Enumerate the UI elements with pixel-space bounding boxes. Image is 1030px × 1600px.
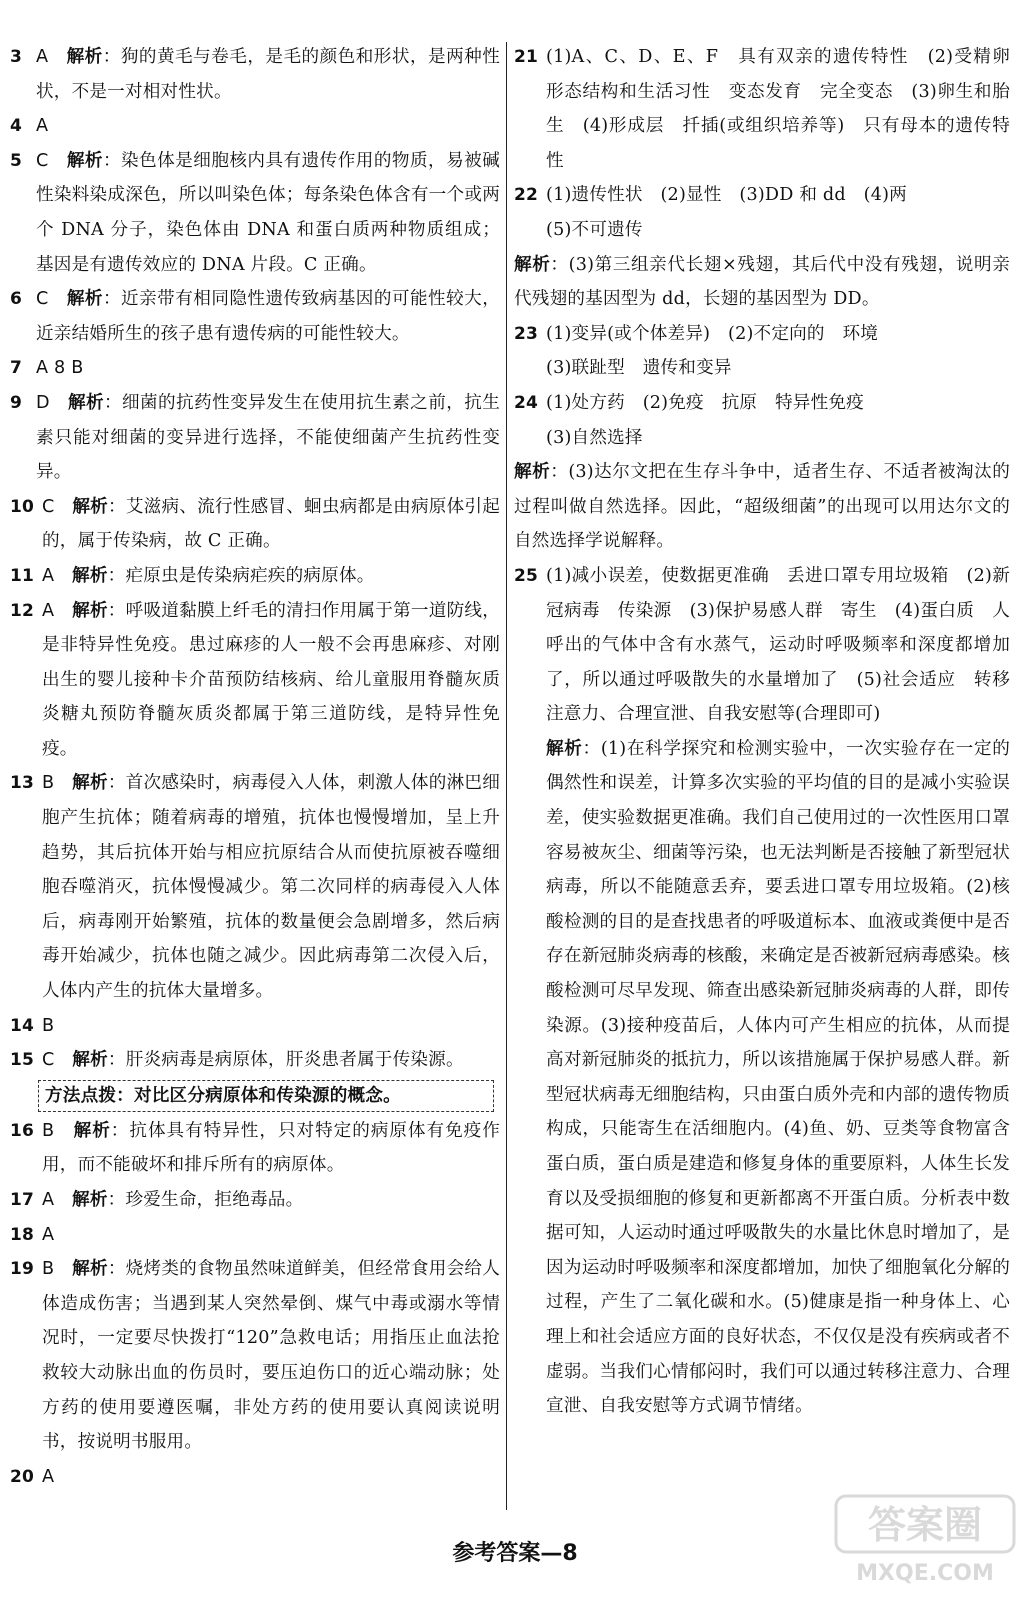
answer-item-4 [10,109,500,144]
analysis-label: 解析 [66,150,103,171]
analysis-label: 解析 [72,773,108,794]
analysis-label: 解析 [73,1120,111,1141]
answer-item-16: 16 B 解析：抗体具有特异性，只对特定的病原体有免疫作用，而不能破坏和排斥所有的病原体。 [10,1114,500,1183]
question-number: 23 [514,323,539,344]
answer-item-18 [10,1218,500,1253]
analysis-block-24: 解析：(3)达尔文把在生存斗争中，适者生存、不适者被淘汰的过程叫做自然选择。因此，“超级细菌”的出现可以用达尔文的自然选择学说解释。 [514,462,1011,552]
analysis-label: 解析 [72,1050,108,1071]
question-number: 9 [10,392,23,413]
answer-item-6: 6 C 解析：近亲带有相同隐性遗传致病基因的可能性较大，近亲结婚所生的孩子患有遗传病的可能性较大。 [10,282,500,351]
answer-text: (1)遗传性状 (2)显性 (3)DD 和 dd (4)两 [546,185,907,206]
answer-item-24 [514,386,1010,421]
analysis-text: 呼吸道黏膜上纤毛的清扫作用属于第一道防线，是非特异性免疫。患过麻疹的人一般不会再患麻疹、对刚出生的婴儿接种卡介苗预防结核病、给儿童服用脊髓灰质炎糖丸预防脊髓灰质炎都属于第三道防线，是特异性免疫。 [42,600,501,759]
answer-text: (1)A、C、D、E、F 具有双亲的遗传特性 (2)受精卵 形态结构和生活习性 变态发育 完全变态 (3)卵生和胎生 (4)形成层 扦插(或组织培养等) 只有母本的遗传特性 [546,47,1028,171]
answer-choice: B [42,1120,55,1141]
analysis-label: 解析 [72,565,108,586]
watermark-logo [830,1492,1020,1592]
analysis-text: 首次感染时，病毒侵入人体，刺激人体的淋巴细胞产生抗体；随着病毒的增殖，抗体也慢慢增加，呈上升趋势，其后抗体开始与相应抗原结合从而使抗原被吞噬细胞吞噬消灭，抗体慢慢减少。第二次同样的病毒侵入人体后，病毒刚开始繁殖，抗体的数量便会急剧增多，然后病毒开始减少，抗体也随之减少。因此病毒第二次侵入后，人体内产生的抗体大量增多。 [42,773,501,1002]
answer-item-7-8 [10,351,500,386]
question-number: 11 [10,565,35,586]
answer-item-3: 3 A 解析：狗的黄毛与卷毛，是毛的颜色和形状，是两种性状，不是一对相对性状。 [10,40,500,109]
analysis-label: 解析 [72,1190,108,1210]
question-number: 18 [10,1224,35,1245]
answer-item-17: 17 A 解析：珍爱生命，拒绝毒品。 [10,1183,500,1218]
analysis-label: 解析 [72,496,108,517]
answer-choice: D [36,392,50,413]
answer-item-22 [514,178,1010,213]
question-number: 21 [514,47,539,67]
answer-choice: C [42,496,55,517]
column-divider [506,42,507,1510]
question-number: 12 [10,600,35,621]
answer-choice: A [36,47,49,67]
question-number: 10 [10,496,35,517]
question-number: 24 [514,392,539,413]
watermark-text-bottom: MXQE.COM [856,1561,994,1586]
analysis-text: 肝炎病毒是病原体，肝炎患者属于传染源。 [125,1050,464,1071]
analysis-label: 解析 [546,738,583,759]
answer-choice: A [42,1224,55,1245]
question-number: 17 [10,1190,35,1210]
answer-item-15: 15 C 解析：肝炎病毒是病原体，肝炎患者属于传染源。 [10,1043,500,1078]
answer-choice: C [42,1050,55,1071]
answer-choice: B [42,1015,55,1036]
analysis-text: 狗的黄毛与卷毛，是毛的颜色和形状，是两种性状，不是一对相对性状。 [36,47,501,102]
analysis-text: 疟原虫是传染病疟疾的病原体。 [125,565,375,586]
answer-item-11: 11 A 解析：疟原虫是传染病疟疾的病原体。 [10,559,500,594]
analysis-text: (3)达尔文把在生存斗争中，适者生存、不适者被淘汰的过程叫做自然选择。因此，“超级细菌”的出现可以用达尔文的自然选择学说解释。 [514,462,1011,552]
answer-item-21 [514,40,1028,178]
question-number: 16 [10,1120,35,1141]
answer-item-5: 5 C 解析：染色体是细胞核内具有遗传作用的物质，易被碱性染料染成深色，所以叫染色体；每条染色体含有一个或两个 DNA 分子，染色体由 DNA 和蛋白质两种物质组成；基因是有遗传效应的 DNA 片段。C 正确。 [10,144,500,282]
analysis-text: 近亲带有相同隐性遗传致病基因的可能性较大，近亲结婚所生的孩子患有遗传病的可能性较大。 [36,289,500,344]
analysis-text: 染色体是细胞核内具有遗传作用的物质，易被碱性染料染成深色，所以叫染色体；每条染色体含有一个或两个 DNA 分子，染色体由 DNA 和蛋白质两种物质组成；基因是有遗传效应的 DNA 片段。C 正确。 [36,150,500,275]
answer-text-continued: (3)联趾型 遗传和变异 [546,358,732,379]
answer-choice: A [42,1466,55,1487]
answer-item-20 [10,1460,500,1495]
answer-text: (1)变异(或个体差异) (2)不定向的 环境 [546,323,879,344]
question-number: 4 [10,116,23,137]
watermark-text-top: 答案圈 [867,1503,983,1547]
method-tip-box: 方法点拨：对比区分病原体和传染源的概念。 [38,1080,494,1112]
answer-item-13: 13 B 解析：首次感染时，病毒侵入人体，刺激人体的淋巴细胞产生抗体；随着病毒的增殖，抗体也慢慢增加，呈上升趋势，其后抗体开始与相应抗原结合从而使抗原被吞噬细胞吞噬消灭，抗体慢慢减少。第二次同样的病毒侵入人体后，病毒刚开始繁殖，抗体的数量便会急剧增多，然后病毒开始减少，抗体也随之减少。因此病毒第二次侵入后，人体内产生的抗体大量增多。 [10,766,500,1008]
question-number: 14 [10,1015,35,1036]
answer-item-25 [514,559,1010,732]
question-number: 25 [514,565,539,586]
analysis-label: 解析 [66,47,103,67]
analysis-text: (1)在科学探究和检测实验中，一次实验存在一定的偶然性和误差，计算多次实验的平均值的目的是减小实验误差，使实验数据更准确。我们自己使用过的一次性医用口罩容易被灰尘、细菌等污染，也无法判断是否接触了新型冠状病毒，所以不能随意丢弃，要丢进口罩专用垃圾箱。(2)核酸检测的目的是查找患者的呼吸道标本、血液或粪便中是否存在新冠肺炎病毒的核酸，来确定是否被新冠病毒感染。核酸检测可尽早发现、筛查出感染新冠肺炎病毒的人群，即传染源。(3)接种疫苗后，人体内可产生相应的抗体，从而提高对新冠肺炎的抵抗力，所以该措施属于保护易感人群。新型冠状病毒无细胞结构，只由蛋白质外壳和内部的遗传物质构成，只能寄生在活细胞内。(4)鱼、奶、豆类等食物富含蛋白质，蛋白质是建造和修复身体的重要原料，人体生长发育以及受损细胞的修复和更新都离不开蛋白质。分析表中数据可知，人运动时通过呼吸散失的水量比休息时增加了，是因为运动时呼吸频率和深度都增加，加快了细胞氧化分解的过程，产生了二氧化碳和水。(5)健康是指一种身体上、心理上和社会适应方面的良好状态，不仅仅是没有疾病或者不虚弱。当我们心情郁闷时，我们可以通过转移注意力、合理宣泄、自我安慰等方式调节情绪。 [546,738,1011,1417]
analysis-label: 解析 [66,289,103,310]
answer-item-10: 10 C 解析：艾滋病、流行性感冒、蛔虫病都是由病原体引起的，属于传染病，故 C 正确。 [10,490,500,559]
analysis-block-25: 解析：(1)在科学探究和检测实验中，一次实验存在一定的偶然性和误差，计算多次实验的平均值的目的是减小实验误差，使实验数据更准确。我们自己使用过的一次性医用口罩容易被灰尘、细菌等污染，也无法判断是否接触了新型冠状病毒，所以不能随意丢弃，要丢进口罩专用垃圾箱。(2)核酸检测的目的是查找患者的呼吸道标本、血液或粪便中是否存在新冠肺炎病毒的核酸，来确定是否被新冠病毒感染。核酸检测可尽早发现、筛查出感染新冠肺炎病毒的人群，即传染源。(3)接种疫苗后，人体内可产生相应的抗体，从而提高对新冠肺炎的抵抗力，所以该措施属于保护易感人群。新型冠状病毒无细胞结构，只由蛋白质外壳和内部的遗传物质构成，只能寄生在活细胞内。(4)鱼、奶、豆类等食物富含蛋白质，蛋白质是建造和修复身体的重要原料，人体生长发育以及受损细胞的修复和更新都离不开蛋白质。分析表中数据可知，人运动时通过呼吸散失的水量比休息时增加了，是因为运动时呼吸频率和深度都增加，加快了细胞氧化分解的过程，产生了二氧化碳和水。(5)健康是指一种身体上、心理上和社会适应方面的良好状态，不仅仅是没有疾病或者不虚弱。当我们心情郁闷时，我们可以通过转移注意力、合理宣泄、自我安慰等方式调节情绪。 [546,738,1011,1417]
question-number: 7 [10,358,23,379]
answer-choice: C [36,150,49,171]
page-footer: 参考答案—8 [452,1541,578,1566]
analysis-label: 解析 [514,254,551,275]
question-number: 22 [514,185,539,206]
answer-text: (1)减小误差，使数据更准确 丢进口罩专用垃圾箱 (2)新冠病毒 传染源 (3)保护易感人群 寄生 (4)蛋白质 人呼出的气体中含有水蒸气，运动时呼吸频率和深度都增加了，所以通过呼吸散失的水量增加了 (5)社会适应 转移注意力、合理宣泄、自我安慰等(合理即可) [546,565,1010,725]
left-column [10,40,500,1494]
answer-item-23 [514,317,1010,352]
analysis-label: 解析 [72,600,108,621]
analysis-text: 细菌的抗药性变异发生在使用抗生素之前，抗生素只能对细菌的变异进行选择，不能使细菌产生抗药性变异。 [36,392,501,483]
answer-item-19: 19 B 解析：烧烤类的食物虽然味道鲜美，但经常食用会给人体造成伤害；当遇到某人突然晕倒、煤气中毒或溺水等情况时，一定要尽快拨打“120”急救电话；用指压止血法抢救较大动脉出血的伤员时，要压迫伤口的近心端动脉；处方药的使用要遵医嘱，非处方药的使用要认真阅读说明书，按说明书服用。 [10,1252,500,1460]
analysis-text: (3)第三组亲代长翅×残翅，其后代中没有残翅，说明亲代残翅的基因型为 dd，长翅的基因型为 DD。 [514,254,1011,310]
analysis-label: 解析 [67,392,105,413]
answer-text-continued: (3)自然选择 [546,427,643,448]
answer-choice: A [42,565,55,586]
answer-item-14 [10,1009,500,1044]
answer-text: (1)处方药 (2)免疫 抗原 特异性免疫 [546,392,864,413]
question-number: 20 [10,1466,35,1487]
answer-choice: C [36,289,49,310]
answer-choice: A [36,116,49,137]
answer-choice: A [42,1190,55,1210]
analysis-text: 抗体具有特异性，只对特定的病原体有免疫作用，而不能破坏和排斥所有的病原体。 [42,1120,501,1176]
analysis-label: 解析 [72,1259,108,1280]
analysis-label: 解析 [514,462,551,483]
question-number: 6 [10,289,23,310]
analysis-text: 烧烤类的食物虽然味道鲜美，但经常食用会给人体造成伤害；当遇到某人突然晕倒、煤气中毒或溺水等情况时，一定要尽快拨打“120”急救电话；用指压止血法抢救较大动脉出血的伤员时，要压迫伤口的近心端动脉；处方药的使用要遵医嘱，非处方药的使用要认真阅读说明书，按说明书服用。 [42,1259,501,1453]
question-number: 13 [10,773,35,794]
question-number: 19 [10,1259,35,1280]
answer-choice: B [42,773,55,794]
answer-choice: A 8 B [36,358,84,379]
analysis-text: 珍爱生命，拒绝毒品。 [125,1190,304,1210]
question-number: 5 [10,150,23,171]
answer-item-12: 12 A 解析：呼吸道黏膜上纤毛的清扫作用属于第一道防线，是非特异性免疫。患过麻疹的人一般不会再患麻疹、对刚出生的婴儿接种卡介苗预防结核病、给儿童服用脊髓灰质炎糖丸预防脊髓灰质炎都属于第三道防线，是特异性免疫。 [10,594,500,767]
analysis-block-22: 解析：(3)第三组亲代长翅×残翅，其后代中没有残翅，说明亲代残翅的基因型为 dd，长翅的基因型为 DD。 [514,254,1011,310]
answer-item-9: 9 D 解析：细菌的抗药性变异发生在使用抗生素之前，抗生素只能对细菌的变异进行选择，不能使细菌产生抗药性变异。 [10,386,500,490]
answer-choice: B [42,1259,55,1280]
question-number: 15 [10,1050,35,1071]
answer-choice: A [42,600,55,621]
answer-text-continued: (5)不可遗传 [546,219,643,240]
question-number: 3 [10,47,23,67]
analysis-text: 艾滋病、流行性感冒、蛔虫病都是由病原体引起的，属于传染病，故 C 正确。 [42,496,501,552]
right-column [514,40,1028,1424]
